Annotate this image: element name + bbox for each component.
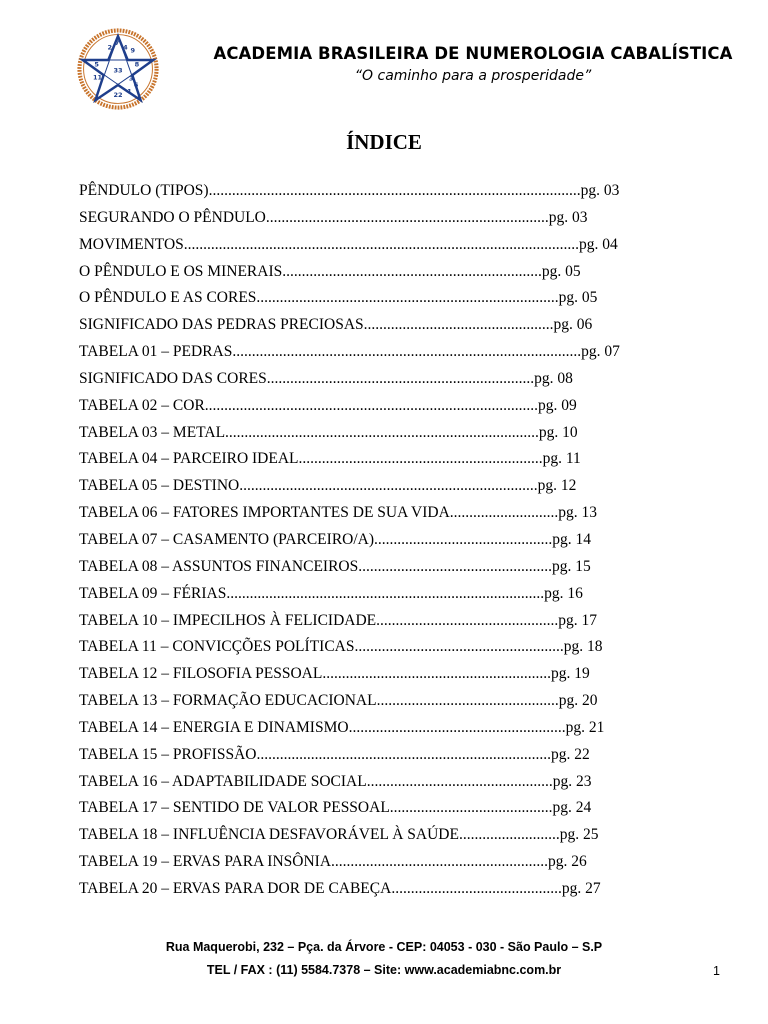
- toc-entry-page: pg. 15: [552, 557, 591, 575]
- toc-entry-page: pg. 27: [561, 879, 601, 897]
- toc-leader-dots: .................................................: [363, 316, 554, 334]
- toc-entry-label: O PÊNDULO E OS MINERAIS: [79, 262, 283, 280]
- toc-entry: [79, 661, 719, 688]
- toc-leader-dots: ...............................................................: [298, 450, 543, 468]
- toc-leader-dots: ..........................................................................................: [232, 343, 582, 361]
- toc-entry: [79, 259, 719, 286]
- toc-leader-dots: ........................................................: [331, 853, 549, 871]
- toc-entry-page: pg. 25: [559, 826, 599, 844]
- svg-text:33: 33: [113, 66, 123, 75]
- toc-leader-dots: ...............................................: [376, 692, 559, 710]
- toc-entry-page: pg. 10: [538, 423, 578, 441]
- page-title: ÍNDICE: [346, 130, 422, 154]
- toc-entry-label: SIGNIFICADO DAS PEDRAS PRECIOSAS: [79, 316, 364, 334]
- toc-leader-dots: ........................................................: [348, 718, 566, 736]
- svg-text:2: 2: [107, 43, 113, 52]
- toc-entry: [79, 500, 719, 527]
- toc-leader-dots: .................................................................................: [225, 423, 539, 441]
- toc-entry-page: pg. 07: [581, 343, 620, 361]
- toc-entry-label: TABELA 01 – PEDRAS: [79, 343, 233, 361]
- table-of-contents: [79, 178, 719, 903]
- toc-entry-label: TABELA 20 – ERVAS PARA DOR DE CABEÇA: [79, 879, 392, 897]
- toc-leader-dots: .........................................................................: [265, 208, 549, 226]
- toc-entry: [79, 446, 719, 473]
- svg-text:22: 22: [113, 90, 123, 99]
- toc-entry-label: MOVIMENTOS: [79, 235, 184, 253]
- toc-entry: [79, 393, 719, 420]
- toc-entry: [79, 822, 719, 849]
- toc-entry: [79, 795, 719, 822]
- toc-entry: [79, 608, 719, 635]
- toc-entry: [79, 554, 719, 581]
- toc-entry-page: pg. 16: [544, 584, 583, 602]
- toc-entry: [79, 527, 719, 554]
- toc-leader-dots: ...............................................: [376, 611, 559, 629]
- toc-entry-page: pg. 19: [550, 665, 590, 683]
- toc-entry: [79, 232, 719, 259]
- toc-leader-dots: ................................................................................................: [208, 182, 581, 199]
- toc-entry-page: pg. 21: [565, 718, 605, 736]
- footer-address: Rua Maquerobi, 232 – Pça. da Árvore - CEP: 04053 - 030 - São Paulo – S.P: [165, 940, 603, 954]
- footer-contact: TEL / FAX : (11) 5584.7378 – Site: www.academiabnc.com.br: [206, 963, 562, 977]
- toc-entry: [79, 876, 719, 903]
- toc-entry: [79, 339, 719, 366]
- toc-entry: [79, 473, 719, 500]
- toc-leader-dots: ..........................................: [389, 799, 553, 817]
- toc-entry-page: pg. 12: [537, 477, 577, 495]
- toc-entry: [79, 581, 719, 608]
- toc-entry-page: pg. 26: [548, 853, 587, 871]
- toc-entry-label: TABELA 13 – FORMAÇÃO EDUCACIONAL: [79, 692, 377, 710]
- toc-entry-page: pg. 06: [553, 316, 593, 334]
- toc-leader-dots: ......................................................................................................: [183, 235, 580, 253]
- toc-entry-label: TABELA 04 – PARCEIRO IDEAL: [79, 450, 299, 468]
- toc-entry-page: pg. 05: [558, 289, 598, 307]
- toc-entry-page: pg. 23: [552, 772, 592, 790]
- toc-entry-label: TABELA 10 – IMPECILHOS À FELICIDADE: [79, 611, 377, 629]
- toc-entry-page: pg. 24: [552, 799, 592, 817]
- toc-entry-label: TABELA 12 – FILOSOFIA PESSOAL: [79, 665, 323, 683]
- toc-entry: [79, 634, 719, 661]
- toc-entry-label: PÊNDULO (TIPOS): [79, 182, 209, 199]
- toc-leader-dots: ......................................................: [354, 638, 564, 656]
- toc-leader-dots: ..............................................................................: [256, 289, 559, 307]
- svg-text:1: 1: [127, 87, 132, 96]
- organization-motto: “O caminho para a prosperidade”: [354, 68, 592, 84]
- toc-entry-label: TABELA 16 – ADAPTABILIDADE SOCIAL: [79, 772, 367, 790]
- toc-leader-dots: ................................................: [366, 772, 553, 790]
- toc-entry: [79, 420, 719, 447]
- toc-entry-label: TABELA 08 – ASSUNTOS FINANCEIROS: [79, 557, 359, 575]
- toc-entry: [79, 366, 719, 393]
- toc-entry-page: pg. 03: [548, 208, 588, 226]
- toc-entry-page: pg. 17: [558, 611, 598, 629]
- toc-entry-page: pg. 03: [580, 182, 620, 199]
- toc-entry-label: TABELA 15 – PROFISSÃO: [79, 745, 257, 763]
- toc-entry-label: TABELA 17 – SENTIDO DE VALOR PESSOAL: [79, 799, 390, 817]
- toc-entry-label: TABELA 07 – CASAMENTO (PARCEIRO/A): [79, 530, 375, 548]
- toc-entry-page: pg. 11: [542, 450, 581, 468]
- toc-leader-dots: ......................................................................................: [204, 396, 539, 414]
- toc-entry: [79, 285, 719, 312]
- toc-leader-dots: ...................................................................: [282, 262, 542, 280]
- toc-entry-label: TABELA 19 – ERVAS PARA INSÔNIA: [79, 853, 332, 871]
- toc-entry-label: TABELA 14 – ENERGIA E DINAMISMO: [79, 718, 349, 736]
- toc-leader-dots: ..............................................: [374, 530, 553, 548]
- page-number: 1: [713, 964, 720, 978]
- toc-entry-page: pg. 08: [534, 369, 573, 387]
- toc-entry-label: TABELA 11 – CONVICÇÕES POLÍTICAS: [79, 638, 355, 656]
- toc-leader-dots: ..........................: [458, 826, 560, 844]
- toc-entry-label: TABELA 09 – FÉRIAS: [79, 584, 227, 602]
- toc-entry-label: TABELA 05 – DESTINO: [79, 477, 240, 495]
- toc-leader-dots: ............................................................................: [256, 745, 551, 763]
- svg-text:7: 7: [114, 39, 120, 48]
- toc-entry: [79, 688, 719, 715]
- svg-text:6: 6: [133, 81, 139, 90]
- toc-entry-label: O PÊNDULO E AS CORES: [79, 289, 257, 307]
- toc-entry-page: pg. 05: [541, 262, 581, 280]
- toc-entry-label: SEGURANDO O PÊNDULO: [79, 208, 266, 226]
- svg-text:4: 4: [123, 43, 128, 52]
- toc-entry: [79, 742, 719, 769]
- svg-text:3: 3: [128, 74, 134, 83]
- toc-entry-label: TABELA 06 – FATORES IMPORTANTES DE SUA VIDA: [79, 504, 450, 522]
- toc-leader-dots: ...........................................................: [322, 665, 551, 683]
- toc-entry-page: pg. 14: [552, 530, 592, 548]
- svg-text:11: 11: [92, 73, 103, 82]
- toc-entry-label: TABELA 18 – INFLUÊNCIA DESFAVORÁVEL À SAÚDE: [79, 826, 459, 844]
- organization-name: ACADEMIA BRASILEIRA DE NUMEROLOGIA CABALÍSTICA: [213, 44, 733, 63]
- svg-text:8: 8: [134, 60, 140, 69]
- toc-leader-dots: ............................................: [391, 879, 562, 897]
- toc-entry-label: SIGNIFICADO DAS CORES: [79, 369, 267, 387]
- toc-entry-page: pg. 09: [538, 396, 577, 414]
- toc-leader-dots: .....................................................................: [266, 369, 535, 387]
- svg-text:5: 5: [94, 60, 99, 69]
- toc-entry-label: TABELA 03 – METAL: [79, 423, 226, 441]
- toc-entry: [79, 769, 719, 796]
- toc-leader-dots: ..................................................: [358, 557, 552, 575]
- toc-entry-label: TABELA 02 – COR: [79, 396, 205, 414]
- toc-entry: [79, 312, 719, 339]
- toc-leader-dots: ..................................................................................: [226, 584, 545, 602]
- toc-entry: [79, 849, 719, 876]
- toc-leader-dots: ............................: [449, 504, 559, 522]
- svg-text:9: 9: [130, 46, 136, 55]
- toc-entry: [79, 178, 719, 205]
- toc-entry-page: pg. 04: [579, 235, 618, 253]
- pentagram-seal-icon: [77, 28, 159, 110]
- toc-entry: [79, 715, 719, 742]
- toc-entry-page: pg. 18: [563, 638, 603, 656]
- toc-entry-page: pg. 20: [558, 692, 598, 710]
- toc-entry-page: pg. 13: [558, 504, 598, 522]
- toc-leader-dots: .............................................................................: [239, 477, 538, 495]
- toc-entry: [79, 205, 719, 232]
- toc-entry-page: pg. 22: [550, 745, 590, 763]
